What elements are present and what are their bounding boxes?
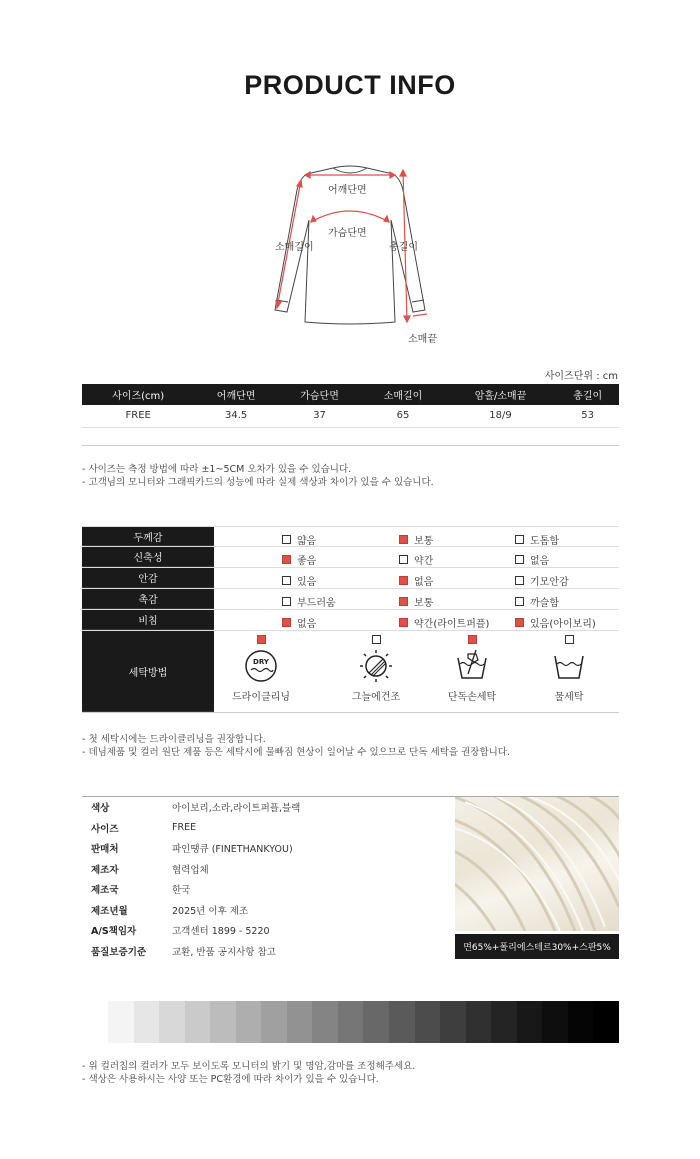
info-key: 색상 [91,803,110,815]
checkbox [282,576,291,585]
gray-chip [568,1001,594,1043]
info-key: 사이즈 [91,823,119,835]
shoulder-label: 어깨단면 [328,185,367,196]
info-key: 판매처 [91,844,119,856]
gray-chip [287,1001,313,1043]
info-value: 아이보리,소라,라이트퍼플,블랙 [172,803,301,815]
wash-item-shade-dry [336,635,416,703]
feel-option-label: 기모안감 [530,577,569,588]
page-title: PRODUCT INFO [244,70,456,100]
size-cell: FREE [82,405,194,427]
gray-scale-chart [108,1001,619,1043]
feel-option-label: 약간 [414,556,434,567]
gray-chip [210,1001,236,1043]
gray-chip [338,1001,364,1043]
wash-label: 세탁방법 [82,631,214,712]
wash-icons [214,631,619,712]
feel-options [214,610,619,630]
wash-item-label: 단독손세탁 [447,692,497,703]
feel-option-label: 보통 [414,536,434,547]
gray-chip [261,1001,287,1043]
checkbox [399,555,408,564]
checkbox [515,576,524,585]
gray-chip [159,1001,185,1043]
dry-text: DRY [253,658,269,666]
gray-chip [389,1001,415,1043]
feel-option-label: 보통 [414,598,434,609]
note-line: - 색상은 사용하시는 사양 또는 PC환경에 따라 차이가 있을 수 있습니다. [82,1074,379,1085]
feel-option [399,594,433,609]
note-line: - 위 컬러칩의 컬러가 모두 보이도록 모니터의 밝기 및 명암,감마를 조정해주세요. [82,1061,416,1072]
fabric-composition: 면65%+폴리에스테르30%+스판5% [455,934,619,959]
chest-label: 가슴단면 [328,228,367,239]
table-row [82,405,619,427]
info-key: 제조년월 [91,905,128,917]
shade-dry-icon [358,648,394,684]
gray-chip [491,1001,517,1043]
feel-option-label: 부드러움 [297,598,336,609]
note-line: - 고객님의 모니터와 그래픽카드의 성능에 따라 실제 색상과 차이가 있을 수 있습니다. [82,477,434,488]
feel-option [282,573,316,588]
feel-row [82,610,619,631]
wash-item-water-wash [529,635,609,703]
note-line: - 사이즈는 측정 방법에 따라 ±1~5CM 오차가 있을 수 있습니다. [82,464,352,475]
wash-notes [82,733,510,759]
size-cell: 53 [556,405,619,427]
checkbox [515,597,524,606]
gray-chip [108,1001,134,1043]
wash-method-row [82,631,619,713]
gray-chip [517,1001,543,1043]
gray-chip [415,1001,441,1043]
gray-chip [440,1001,466,1043]
checkbox [468,635,477,644]
feel-option [282,594,336,609]
checkbox [399,618,408,627]
feel-option [399,615,489,630]
feel-option-label: 약간(라이트퍼플) [414,619,490,630]
feel-option-label: 까슬함 [530,598,559,609]
feel-option [282,532,316,547]
gray-chip [236,1001,262,1043]
size-cell: 37 [278,405,361,427]
info-value: 2025년 이후 제조 [172,905,249,917]
checkbox [515,555,524,564]
info-value: 협력업체 [172,864,209,876]
size-header: 가슴단면 [278,384,361,405]
knit-texture-icon [455,797,619,931]
info-value: 파인땡큐 (FINETHANKYOU) [172,844,293,856]
gray-chip [363,1001,389,1043]
size-header: 암홀/소매끝 [445,384,557,405]
info-value: FREE [172,822,197,834]
size-header: 소매길이 [361,384,444,405]
feel-options [214,547,619,567]
checkbox [282,597,291,606]
size-unit: 사이즈단위 : cm [544,371,618,382]
gray-chip [466,1001,492,1043]
measurement-diagram [255,150,445,350]
info-value: 고객센터 1899 - 5220 [172,926,270,938]
feel-row [82,526,619,547]
cuff-label: 소매끝 [408,334,437,345]
feel-label: 신축성 [82,547,214,567]
feel-option-label: 없음 [530,556,550,567]
feel-row [82,568,619,589]
hand-wash-icon [454,648,490,684]
wash-item-hand-wash [432,635,512,703]
feel-label: 안감 [82,568,214,588]
feel-option-label: 있음 [297,577,317,588]
feel-option [399,573,433,588]
checkbox [565,635,574,644]
note-line: - 데님제품 및 컬러 원단 제품 등은 세탁시에 물빠짐 현상이 일어날 수 있으므로 단독 세탁을 권장합니다. [82,747,511,758]
feel-option-label: 없음 [414,577,434,588]
dry-clean-icon [243,648,279,684]
size-header: 어깨단면 [194,384,277,405]
checkbox [372,635,381,644]
sleeve-label: 소매길이 [275,242,314,253]
checkbox [515,618,524,627]
feel-option [515,615,596,630]
gray-chip [312,1001,338,1043]
feel-option [282,615,316,630]
checkbox [515,535,524,544]
checkbox [399,597,408,606]
checkbox [282,618,291,627]
size-cell: 65 [361,405,444,427]
feel-row [82,547,619,568]
feel-label: 비침 [82,610,214,630]
feel-option [282,552,316,567]
checkbox [282,535,291,544]
fabric-swatch-image [455,797,619,931]
feel-option [515,594,559,609]
size-header: 사이즈(cm) [82,384,194,405]
wash-item-label: 드라이클리닝 [232,692,290,703]
info-value: 교환, 반품 공지사항 참고 [172,946,276,958]
feel-option-label: 없음 [297,619,317,630]
feel-option-label: 있음(아이보리) [530,619,596,630]
feel-option-label: 얇음 [297,536,317,547]
feel-option [399,552,433,567]
feel-option-label: 좋음 [297,556,317,567]
feel-row [82,589,619,610]
size-header: 총길이 [556,384,619,405]
feel-options [214,527,619,546]
info-key: 품질보증기준 [91,946,147,958]
gray-chip [134,1001,160,1043]
size-table-spacer [82,427,619,446]
gray-chip [593,1001,619,1043]
feel-options [214,589,619,609]
gray-chip [185,1001,211,1043]
feel-label: 두께감 [82,527,214,546]
feel-option-label: 도톰함 [530,536,559,547]
checkbox [282,555,291,564]
checkbox [257,635,266,644]
checkbox [399,576,408,585]
feel-label: 촉감 [82,589,214,609]
info-value: 한국 [172,885,191,897]
length-label: 총길이 [389,242,418,253]
wash-item-label: 그늘에건조 [351,692,401,703]
feel-option [515,552,549,567]
info-key: 제조자 [91,864,119,876]
wash-item-dry-clean [221,635,301,703]
checkbox [399,535,408,544]
size-cell: 34.5 [194,405,277,427]
info-key: A/S책임자 [91,926,137,938]
feel-option [515,532,559,547]
water-wash-icon [551,648,587,684]
gray-chip [542,1001,568,1043]
size-cell: 18/9 [445,405,557,427]
size-table [82,384,619,428]
fabric-feel-table [82,526,619,713]
note-line: - 첫 세탁시에는 드라이클리닝을 권장합니다. [82,734,266,745]
feel-options [214,568,619,588]
wash-item-label: 물세탁 [554,692,584,703]
feel-option [399,532,433,547]
info-key: 제조국 [91,885,119,897]
feel-option [515,573,569,588]
color-notes [82,1060,415,1086]
size-notes [82,463,434,489]
